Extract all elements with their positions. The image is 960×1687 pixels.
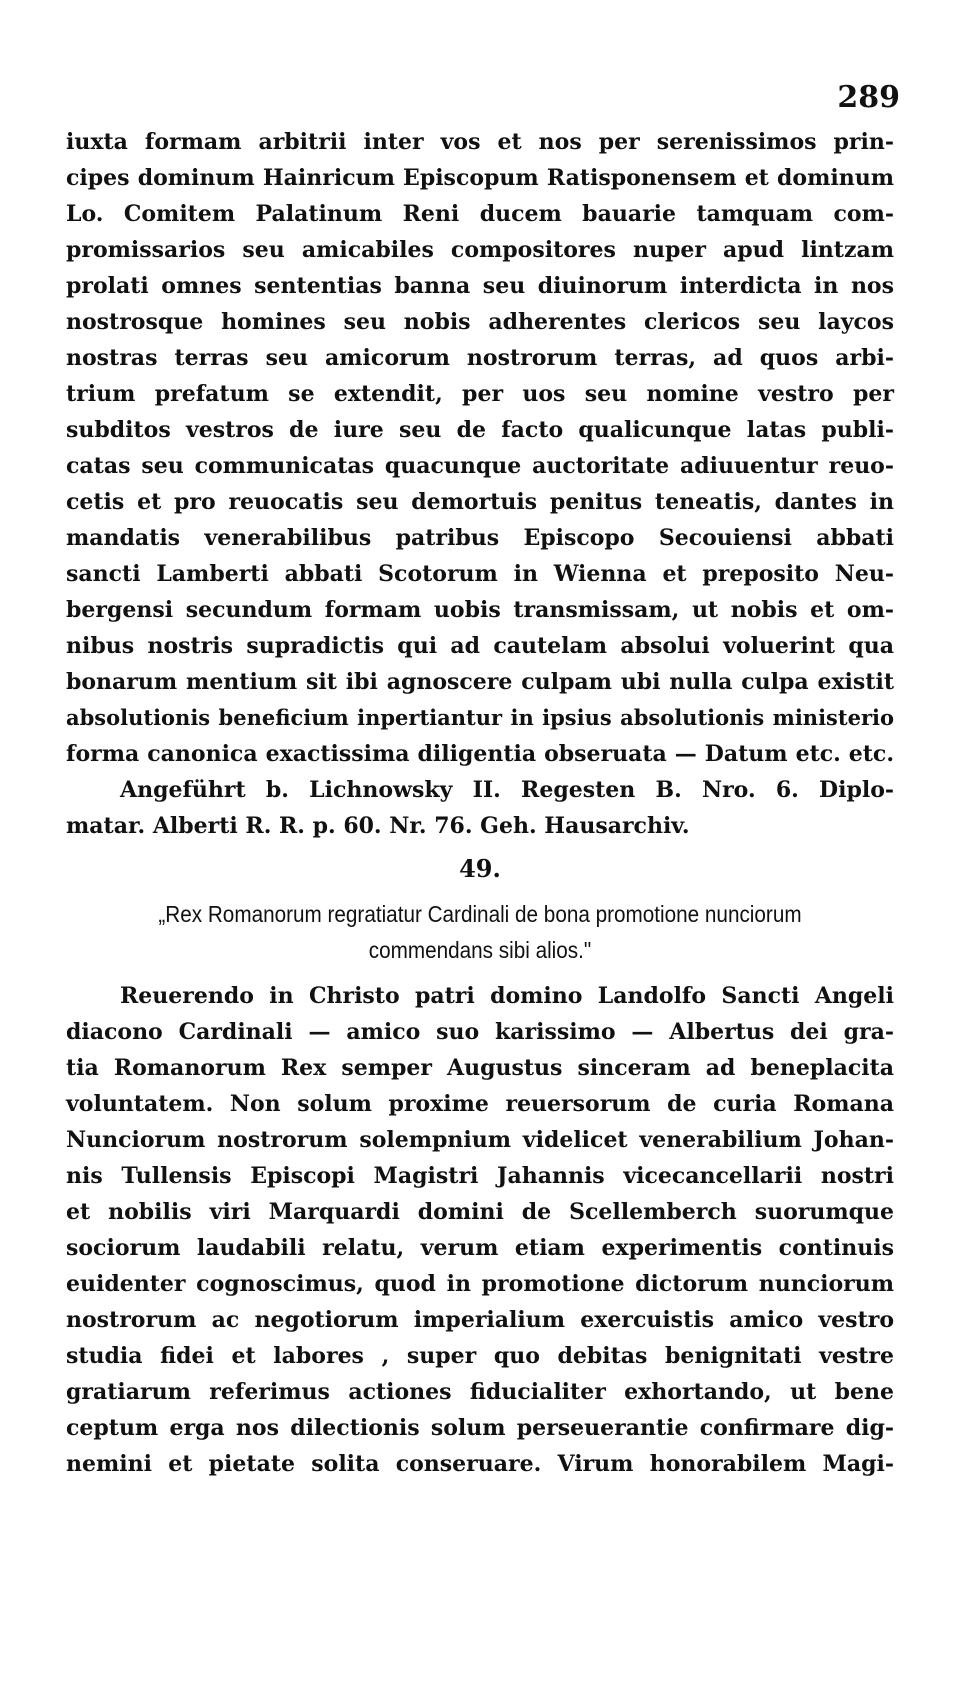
letter-text-continued [66, 124, 894, 844]
text-line: nis Tullensis Episcopi Magistri Jahannis vicecancellarii nostri [66, 1163, 894, 1189]
text-line: Nunciorum nostrorum solempnium videlicet venerabilium Johan- [66, 1127, 894, 1153]
text-line: et nobilis viri Marquardi domini de Scellemberch suorumque [66, 1199, 894, 1225]
text-line: nostrorum ac negotiorum imperialium exercuistis amico vestro [66, 1307, 894, 1333]
text-line: nostrosque homines seu nobis adherentes clericos seu laycos [66, 309, 894, 335]
text-line: Lo. Comitem Palatinum Reni ducem bauarie tamquam com- [66, 201, 894, 227]
document-title-line: „Rex Romanorum regratiatur Cardinali de bona promotione nunciorum [158, 901, 802, 927]
text-line: Reuerendo in Christo patri domino Landolfo Sancti Angeli [120, 983, 894, 1009]
text-line: nibus nostris supradictis qui ad cautelam absolui voluerint qua [66, 633, 894, 659]
text-line: euidenter cognoscimus, quod in promotione dictorum nunciorum [66, 1271, 894, 1297]
page-number: 289 [837, 80, 900, 115]
text-line: bergensi secundum formam uobis transmissam, ut nobis et om- [66, 597, 894, 623]
text-line: promissarios seu amicabiles compositores nuper apud lintzam [66, 237, 894, 263]
text-line: trium prefatum se extendit, per uos seu nomine vestro per [66, 381, 894, 407]
text-line: catas seu communicatas quacunque auctoritate adiuuentur reuo- [66, 453, 894, 479]
text-line: sancti Lamberti abbati Scotorum in Wienna et preposito Neu- [66, 561, 894, 587]
document-title [107, 896, 852, 968]
text-line: voluntatem. Non solum proxime reuersorum de curia Romana [66, 1091, 894, 1117]
text-line: nemini et pietate solita conseruare. Virum honorabilem Magi- [66, 1451, 894, 1477]
reference-line: matar. Alberti R. R. p. 60. Nr. 76. Geh. Hausarchiv. [66, 813, 690, 839]
text-line: forma canonica exactissima diligentia obseruata — Datum etc. etc. [66, 741, 894, 767]
text-line: gratiarum referimus actiones fiducialiter exhortando, ut bene [66, 1379, 894, 1405]
text-line: bonarum mentium sit ibi agnoscere culpam ubi nulla culpa existit [66, 669, 894, 695]
text-line: sociorum laudabili relatu, verum etiam experimentis continuis [66, 1235, 894, 1261]
text-line: mandatis venerabilibus patribus Episcopo Secouiensi abbati [66, 525, 894, 551]
text-line: nostras terras seu amicorum nostrorum terras, ad quos arbi- [66, 345, 894, 371]
text-line: subditos vestros de iure seu de facto qualicunque latas publi- [66, 417, 894, 443]
document-title-line: commendans sibi alios." [368, 937, 592, 963]
text-line: absolutionis beneficium inpertiantur in ipsius absolutionis ministerio [66, 705, 894, 730]
text-line: prolati omnes sententias banna seu diuinorum interdicta in nos [66, 273, 894, 299]
text-line: ceptum erga nos dilectionis solum perseuerantie confirmare dig- [66, 1415, 894, 1441]
text-line: iuxta formam arbitrii inter vos et nos per serenissimos prin- [66, 129, 894, 155]
text-line: tia Romanorum Rex semper Augustus sinceram ad beneplacita [66, 1055, 894, 1081]
text-line: cetis et pro reuocatis seu demortuis penitus teneatis, dantes in [66, 489, 894, 515]
reference-line: Angeführt b. Lichnowsky II. Regesten B. Nro. 6. Diplo- [120, 777, 894, 803]
document-number: 49. [459, 854, 501, 883]
text-line: cipes dominum Hainricum Episcopum Ratisponensem et dominum [66, 165, 894, 191]
text-line: studia fidei et labores , super quo debitas benignitati vestre [66, 1343, 894, 1369]
letter-text [66, 978, 894, 1482]
text-line: diacono Cardinali — amico suo karissimo — Albertus dei gra- [66, 1019, 894, 1045]
